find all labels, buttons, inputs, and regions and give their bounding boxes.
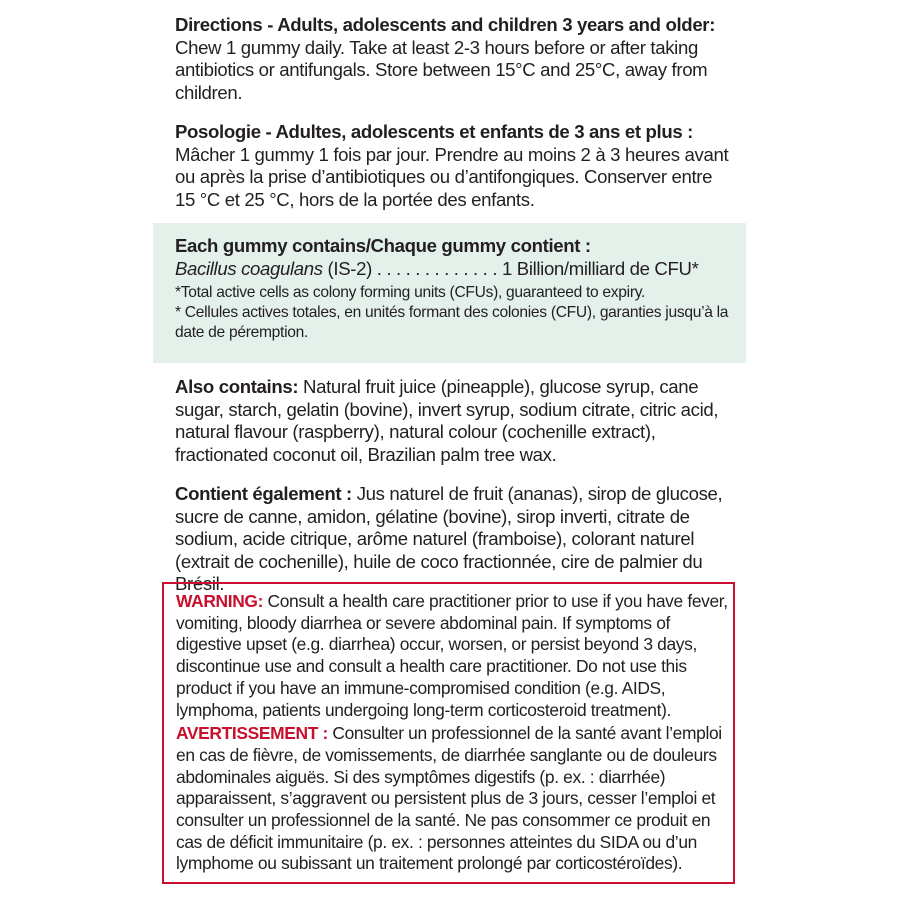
also-contains-text: Natural fruit juice (pineapple), glucose syrup, cane sugar, starch, gelatin (bovine), invert syrup, sodium citrate, citric acid, natural flavour (raspberry), natural colour (cochenille extract), fractionated coconut oil, Brazilian palm tree wax. [175,376,719,465]
also-contains-paragraph [175,376,735,466]
ingredient-name: Bacillus coagulans [175,257,323,279]
warning-box [162,582,735,884]
directions-label: Directions - Adults, adolescents and children 3 years and older: [175,14,716,35]
footnote-fr: * Cellules actives totales, en unités formant des colonies (CFU), garanties jusqu’à la date de péremption. [175,304,729,341]
ingredient-amount: 1 Billion/milliard de CFU* [497,257,699,279]
directions-paragraph [175,14,735,104]
also-contains-section [175,376,735,466]
ingredient-row [175,258,735,281]
contient-section [175,483,735,596]
avertissement-paragraph [176,723,731,875]
posologie-label: Posologie - Adultes, adolescents et enfants de 3 ans et plus : [175,121,693,142]
contient-paragraph [175,483,735,596]
ingredients-heading: Each gummy contains/Chaque gummy contient : [175,235,591,256]
avertissement-label: AVERTISSEMENT : [176,723,328,744]
warning-paragraph [176,591,731,721]
warning-label: WARNING: [176,591,264,611]
ingredients-panel [153,223,746,363]
posologie-section [175,121,735,211]
warning-text: Consult a health care practitioner prior to use if you have fever, vomiting, bloody diarrhea or severe abdominal pain. If symptoms of digestive upset (e.g. diarrhea) occur, worsen, or persist beyond 3 days, discontinue use and consult a health care practitioner. Do not use this product if you have an immune-compromised condition (e.g. AIDS, lymphoma, patients undergoing long-term corticosteroid treatment). [176,591,728,720]
contient-text: Jus naturel de fruit (ananas), sirop de glucose, sucre de canne, amidon, gélatine (bovine), sirop inverti, citrate de sodium, acide citrique, arôme naturel (framboise), colorant naturel (extrait de cochenille), huile de coco fractionnée, cire de palmier du Brésil. [175,483,723,594]
also-contains-label: Also contains: [175,376,299,397]
posologie-text: Mâcher 1 gummy 1 fois par jour. Prendre au moins 2 à 3 heures avant ou après la prise d’antibiotiques ou d’antifongiques. Conserver entre 15 °C et 25 °C, hors de la portée des enfants. [175,143,729,210]
posologie-paragraph [175,121,735,211]
directions-section [175,14,735,104]
contient-label: Contient également : [175,483,352,504]
footnote-en: *Total active cells as colony forming units (CFUs), guaranteed to expiry. [175,284,646,301]
directions-text: Chew 1 gummy daily. Take at least 2-3 hours before or after taking antibiotics or antifungals. Store between 15°C and 25°C, away from children. [175,36,708,103]
ingredient-strain: (IS-2) . . . . . . . . . . . . . [322,257,498,279]
avertissement-text: Consulter un professionnel de la santé avant l’emploi en cas de fièvre, de vomissements, de diarrhée sanglante ou de douleurs abdominales aiguës. Si des symptômes digestifs (p. ex. : diarrhée) apparaissent, s’aggravent ou persistent plus de 3 jours, cesser l’emploi et consulter un professionnel de la santé. Ne pas consommer ce produit en cas de déficit immunitaire (p. ex. : personnes atteintes du SIDA ou d’un lymphome ou subissant un traitement prolongé par corticostéroïdes). [176,723,722,874]
